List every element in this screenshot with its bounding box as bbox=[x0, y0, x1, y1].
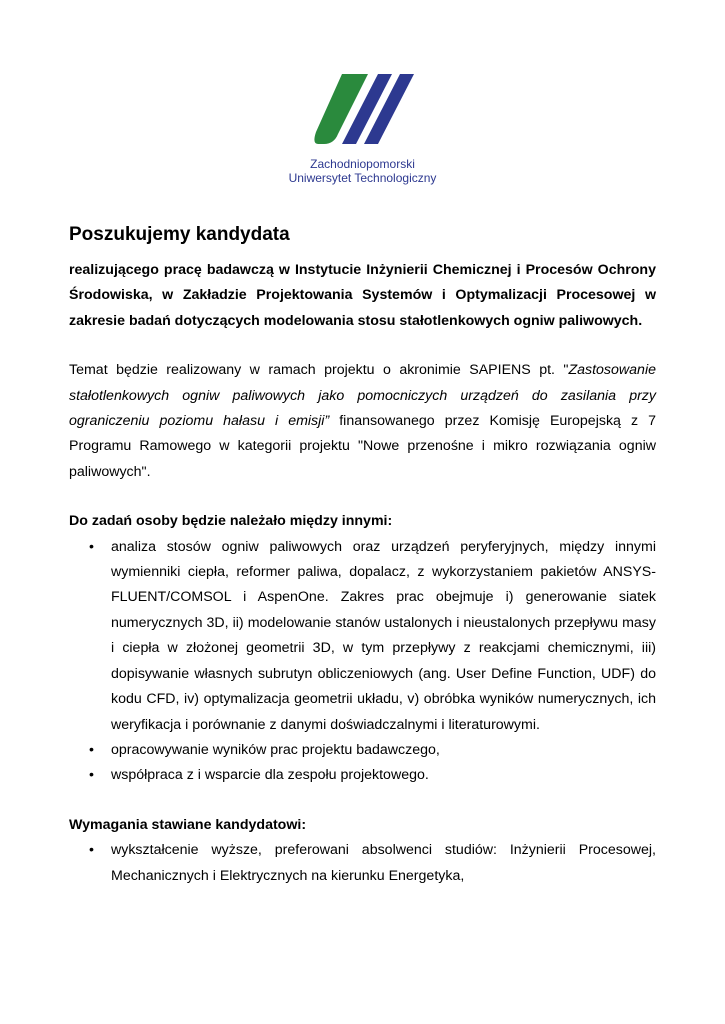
university-name-line2: Uniwersytet Technologiczny bbox=[288, 171, 437, 185]
document-body bbox=[69, 222, 656, 889]
topic-text-end: finansowanego przez Komisję Europejską z 7 Programu Ramowego w kategorii projektu "Nowe przenośne i mikro rozwiązania ogniw paliwowych". bbox=[69, 413, 656, 480]
list-item: • analiza stosów ogniw paliwowych oraz urządzeń peryferyjnych, między innymi wymienniki ciepła, reformer paliwa, dopalacz, z wykorzystaniem pakietów ANSYS-FLUENT/COMSOL i AspenOne. Zakres prac obejmuje i) generowanie siatek numerycznych 3D, ii) modelowanie stanów ustalonych i nieustalonych przepływu masy i ciepła w złożonej geometrii 3D, w tym przepływy z reakcjami chemicznymi, iii) dopisywanie własnych subrutyn obliczeniowych (ang. User Define Function, UDF) do kodu CFD, iv) optymalizacja geometrii układu, v) obróbka wyników numerycznych, ich weryfikacja i porównanie z danymi doświadczalnymi i literaturowymi. bbox=[111, 535, 656, 738]
requirements-list bbox=[69, 838, 656, 889]
spacer bbox=[69, 485, 656, 509]
topic-paragraph bbox=[69, 358, 656, 485]
topic-text-start: Temat będzie realizowany w ramach projektu o akronimie SAPIENS pt. " bbox=[69, 362, 569, 379]
university-name-line1: Zachodniopomorski bbox=[310, 157, 415, 171]
tasks-heading: Do zadań osoby będzie należało między innymi: bbox=[69, 513, 393, 530]
list-item: • współpraca z i wsparcie dla zespołu projektowego. bbox=[111, 763, 656, 788]
lead-paragraph: realizującego pracę badawczą w Instytucie Inżynierii Chemicznej i Procesów Ochrony Środowiska, w Zakładzie Projektowania Systemów i Optymalizacji Procesowej w zakresie badań dotyczących modelowania stosu stałotlenkowych ogniw paliwowych. bbox=[69, 262, 656, 329]
spacer bbox=[69, 334, 656, 358]
university-name bbox=[0, 157, 725, 185]
tasks-list bbox=[69, 535, 656, 789]
page-title: Poszukujemy kandydata bbox=[69, 224, 290, 245]
spacer bbox=[69, 789, 656, 813]
list-item: • opracowywanie wyników prac projektu badawczego, bbox=[111, 738, 656, 763]
project-title: Zastosowanie stałotlenkowych ogniw paliwowych jako pomocniczych urządzeń do zasilania przy ograniczeniu poziomu hałasu i emisji” bbox=[69, 362, 656, 430]
zut-logo-mark bbox=[314, 74, 416, 146]
university-logo bbox=[0, 0, 725, 200]
requirements-heading: Wymagania stawiane kandydatowi: bbox=[69, 816, 307, 833]
list-item: • wykształcenie wyższe, preferowani absolwenci studiów: Inżynierii Procesowej, Mechanicznych i Elektrycznych na kierunku Energetyka, bbox=[111, 838, 656, 889]
